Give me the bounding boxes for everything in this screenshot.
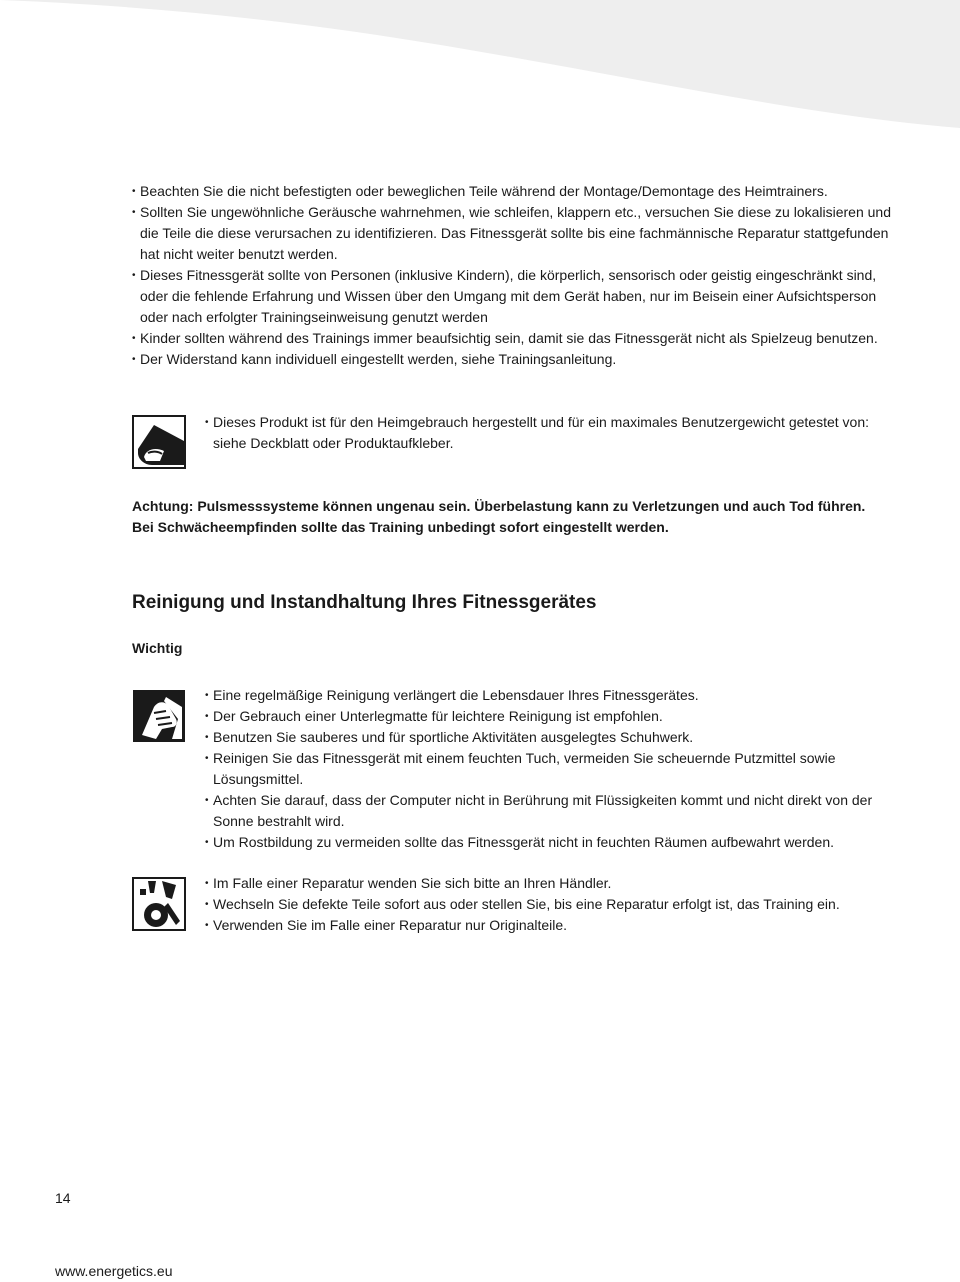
list-item: • Um Rostbildung zu vermeiden sollte das Fitnessgerät nicht in feuchten Räumen aufbewahrt werden. [205, 832, 895, 853]
list-item: • Eine regelmäßige Reinigung verlängert die Lebensdauer Ihres Fitnessgerätes. [205, 685, 895, 706]
list-item: • Reinigen Sie das Fitnessgerät mit einem feuchten Tuch, vermeiden Sie scheuernde Putzmittel sowie Lösungsmittel. [205, 748, 895, 790]
top-bullet-list [132, 181, 902, 370]
warning-line-2: Bei Schwächeempfinden sollte das Training unbedingt sofort eingestellt werden. [132, 519, 669, 535]
safety-warning [132, 496, 922, 538]
subsection-title: Wichtig [132, 640, 183, 656]
list-item: • Verwenden Sie im Falle einer Reparatur nur Originalteile. [205, 915, 895, 936]
page-number: 14 [55, 1190, 71, 1206]
weight-bullet-list [205, 412, 895, 454]
warning-line-1: Achtung: Pulsmesssysteme können ungenau sein. Überbelastung kann zu Verletzungen und auch Tod führen. [132, 498, 866, 514]
website-url: www.energetics.eu [55, 1263, 173, 1279]
list-item: • Dieses Produkt ist für den Heimgebrauch hergestellt und für ein maximales Benutzergewicht getestet von: siehe Deckblatt oder Produktaufkleber. [205, 412, 895, 454]
list-item: • Kinder sollten während des Trainings immer beaufsichtig sein, damit sie das Fitnessgerät nicht als Spielzeug benutzen. [132, 328, 902, 349]
cleaning-hand-icon [132, 689, 186, 743]
list-item: • Achten Sie darauf, dass der Computer nicht in Berührung mit Flüssigkeiten kommt und nicht direkt von der Sonne bestrahlt wird. [205, 790, 895, 832]
repair-tool-icon [132, 877, 186, 931]
list-item: • Der Gebrauch einer Unterlegmatte für leichtere Reinigung ist empfohlen. [205, 706, 895, 727]
list-item: • Sollten Sie ungewöhnliche Geräusche wahrnehmen, wie schleifen, klappern etc., versuchen Sie diese zu lokalisieren und die Teile die diese verursachen zu identifizieren. Das Fitnessgerät sollte bis eine fachmännische Reparatur stattgefunden hat nicht weiter benutzt werden. [132, 202, 902, 265]
section-title: Reinigung und Instandhaltung Ihres Fitnessgerätes [132, 592, 597, 613]
list-item: • Der Widerstand kann individuell eingestellt werden, siehe Trainingsanleitung. [132, 349, 902, 370]
cleaning-bullet-list [205, 685, 895, 853]
list-item: • Dieses Fitnessgerät sollte von Personen (inklusive Kindern), die körperlich, sensorisch oder geistig eingeschränkt sind, oder die fehlende Erfahrung und Wissen über den Umgang mit dem Gerät haben, nur im Beisein einer Aufsichtsperson oder nach erfolgter Trainingseinweisung genutzt werden [132, 265, 902, 328]
list-item: • Wechseln Sie defekte Teile sofort aus oder stellen Sie, bis eine Reparatur erfolgt ist, das Training ein. [205, 894, 895, 915]
repair-bullet-list [205, 873, 895, 936]
weight-scale-icon [132, 415, 186, 469]
list-item: • Benutzen Sie sauberes und für sportliche Aktivitäten ausgelegtes Schuhwerk. [205, 727, 895, 748]
list-item: • Im Falle einer Reparatur wenden Sie sich bitte an Ihren Händler. [205, 873, 895, 894]
list-item: • Beachten Sie die nicht befestigten oder beweglichen Teile während der Montage/Demontage des Heimtrainers. [132, 181, 902, 202]
header-swoosh [0, 0, 960, 130]
